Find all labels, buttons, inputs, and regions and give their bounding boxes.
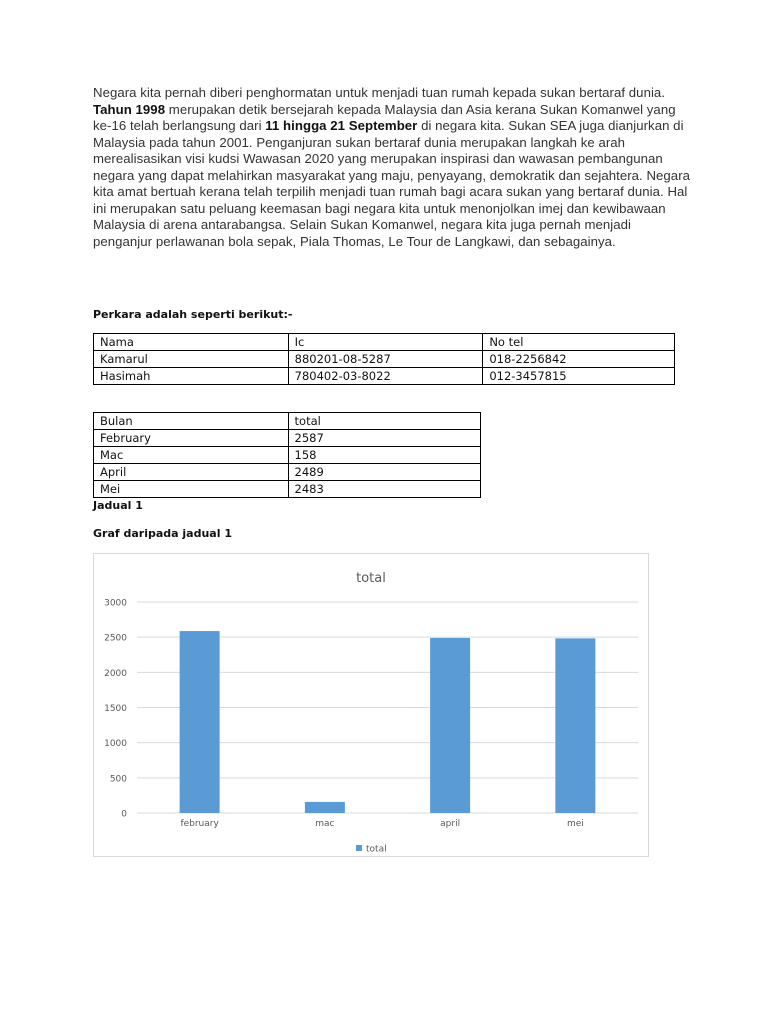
contacts-cell: 012-3457815 — [483, 368, 675, 385]
months-cell: 2587 — [288, 430, 480, 447]
months-cell: 2483 — [288, 481, 480, 498]
x-tick-label: mac — [315, 819, 335, 829]
contacts-cell: 780402-03-8022 — [288, 368, 483, 385]
bar-chart — [93, 553, 649, 857]
months-cell: 2489 — [288, 464, 480, 481]
contacts-header-cell: Nama — [94, 334, 289, 351]
contacts-header-cell: No tel — [483, 334, 675, 351]
months-cell: April — [94, 464, 289, 481]
contacts-cell: Kamarul — [94, 351, 289, 368]
intro-paragraph: Negara kita pernah diberi penghormatan untuk menjadi tuan rumah kepada sukan bertaraf dunia. Tahun 1998 merupakan detik bersejarah kepada Malaysia dan Asia kerana Sukan Komanwel yang ke-16 telah berlangsung dari 11 hingga 21 September di negara kita. Sukan SEA juga dianjurkan di Malaysia pada tahun 2001. Penganjuran sukan bertaraf dunia merupakan langkah ke arah merealisasikan visi kudsi Wawasan 2020 yang merupakan inspirasi dan wawasan pembangunan negara yang dapat melahirkan masyarakat yang maju, penyayang, demokratik dan sejahtera. Negara kita amat bertuah kerana telah terpilih menjadi tuan rumah bagi acara sukan yang bertaraf dunia. Hal ini merupakan satu peluang keemasan bagi negara kita untuk menonjolkan imej dan kewibawaan Malaysia di arena antarabangsa. Selain Sukan Komanwel, negara kita juga pernah menjadi penganjur perlawanan bola sepak, Piala Thomas, Le Tour de Langkawi, dan sebagainya. — [93, 85, 691, 249]
y-tick-label: 500 — [109, 774, 127, 785]
y-tick-label: 1500 — [104, 704, 127, 714]
legend-label: total — [366, 844, 387, 855]
contacts-cell: Hasimah — [94, 368, 289, 385]
months-row — [94, 464, 481, 481]
y-tick-label: 2000 — [104, 668, 127, 679]
months-cell: February — [94, 430, 289, 447]
contacts-table — [93, 333, 675, 385]
months-header-cell: Bulan — [94, 413, 289, 430]
bar — [305, 802, 345, 813]
contacts-cell: 880201-08-5287 — [288, 351, 483, 368]
contacts-row — [94, 368, 675, 385]
bar — [180, 631, 220, 813]
contacts-header-cell: Ic — [288, 334, 483, 351]
months-cell: 158 — [288, 447, 480, 464]
y-tick-label: 0 — [121, 809, 127, 820]
months-cell: Mei — [94, 481, 289, 498]
x-tick-label: april — [440, 819, 461, 829]
months-row — [94, 481, 481, 498]
months-cell: Mac — [94, 447, 289, 464]
graf-caption: Graf daripada jadual 1 — [93, 527, 232, 540]
x-tick-label: mei — [566, 819, 584, 829]
contacts-header-row — [94, 334, 675, 351]
months-row — [94, 430, 481, 447]
bold-year: Tahun 1998 — [93, 101, 166, 117]
months-header-row — [94, 413, 481, 430]
perkara-heading: Perkara adalah seperti berikut:- — [93, 308, 293, 321]
contacts-row — [94, 351, 675, 368]
jadual-caption: Jadual 1 — [93, 499, 143, 512]
months-header-cell: total — [288, 413, 480, 430]
chart-title: total — [356, 571, 386, 586]
bar — [430, 638, 470, 813]
y-tick-label: 3000 — [104, 598, 127, 609]
bold-dates: 11 hingga 21 September — [265, 118, 418, 133]
y-tick-label: 2500 — [104, 633, 127, 644]
months-table — [93, 412, 481, 498]
contacts-cell: 018-2256842 — [483, 351, 675, 368]
legend-swatch — [356, 845, 362, 851]
months-row — [94, 447, 481, 464]
chart-svg — [94, 554, 648, 856]
y-tick-label: 1000 — [104, 739, 127, 750]
x-tick-label: february — [180, 819, 219, 829]
bar — [555, 638, 595, 813]
